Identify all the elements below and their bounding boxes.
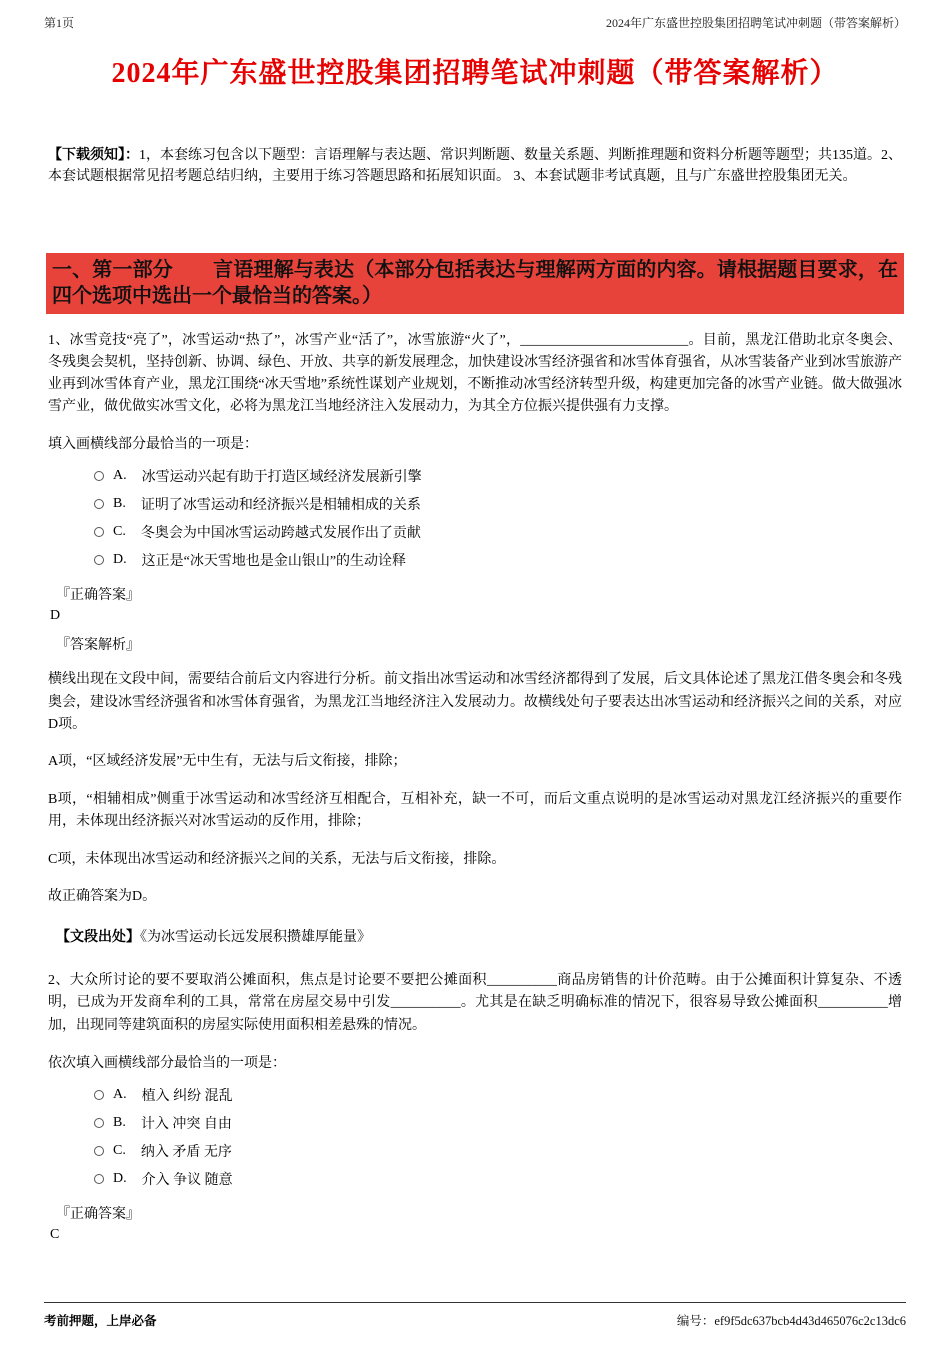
- footer-slogan: 考前押题，上岸必备: [44, 1314, 157, 1328]
- option-row: [94, 518, 902, 546]
- option-label: C.: [113, 1142, 126, 1158]
- option-radio[interactable]: [94, 499, 104, 509]
- page-number: 第1页: [44, 16, 75, 30]
- option-text: 这正是“冰天雪地也是金山银山”的生动诠释: [141, 554, 407, 570]
- analysis-paragraph: C项，未体现出冰雪运动和经济振兴之间的关系，无法与后文衔接，排除。: [48, 851, 506, 867]
- page-footer: [44, 1302, 906, 1329]
- header-doc-title: 2024年广东盛世控股集团招聘笔试冲刺题（带答案解析）: [605, 16, 906, 30]
- option-label: D.: [113, 552, 127, 568]
- correct-answer-label: 『正确答案』: [56, 588, 140, 604]
- question-1-prompt: 填入画横线部分最恰当的一项是：: [48, 437, 258, 453]
- option-label: A.: [113, 468, 127, 484]
- passage-source-label: 【文段出处】: [56, 930, 140, 946]
- option-row: [94, 462, 902, 490]
- option-radio[interactable]: [94, 1146, 104, 1156]
- download-notice-text: 1，本套练习包含以下题型：言语理解与表达题、常识判断题、数量关系题、判断推理题和资料分析题等题型；共135道。2、本套试题根据常见招考题总结归纳，主要用于练习答题思路和拓展知识面。 3、本套试题非考试真题，且与广东盛世控股集团无关。: [48, 148, 902, 184]
- question-2-options: [94, 1081, 902, 1193]
- passage-source: [56, 926, 902, 946]
- analysis-paragraph: B项，“相辅相成”侧重于冰雪运动和冰雪经济互相配合，互相补充，缺一不可，而后文重点说明的是冰雪运动对黑龙江经济振兴的重要作用，未体现出经济振兴对冰雪运动的反作用，排除；: [48, 791, 902, 830]
- correct-answer-value: C: [50, 1226, 60, 1242]
- option-text: 计入 冲突 自由: [140, 1116, 232, 1132]
- analysis-label: 『答案解析』: [56, 638, 140, 654]
- option-radio[interactable]: [94, 1118, 104, 1128]
- download-notice-label: 【下载须知】：: [48, 148, 139, 163]
- question-2-stem: 2、大众所讨论的要不要取消公摊面积，焦点是讨论要不要把公摊面积__________商品房销售的计价范畴。由于公摊面积计算复杂、不透明，已成为开发商牟利的工具，常常在房屋交易中引发__________。尤其是在缺乏明确标准的情况下，很容易导致公摊面积__________增加，出现同等建筑面积的房屋实际使用面积相差悬殊的情况。: [48, 973, 902, 1033]
- correct-answer-label: 『正确答案』: [56, 1206, 140, 1222]
- option-row: [94, 1081, 902, 1109]
- option-text: 冰雪运动兴起有助于打造区域经济发展新引擎: [141, 470, 422, 486]
- correct-answer-value: D: [50, 608, 61, 624]
- download-notice: [48, 145, 902, 187]
- analysis-conclusion: 故正确答案为D。: [48, 888, 157, 904]
- option-text: 介入 争议 随意: [141, 1172, 233, 1188]
- option-radio[interactable]: [94, 471, 104, 481]
- option-row: [94, 490, 902, 518]
- option-radio[interactable]: [94, 527, 104, 537]
- footer-serial-number: 编号：ef9f5dc637bcb4d43d465076c2c13dc6: [676, 1314, 906, 1328]
- option-row: [94, 546, 902, 574]
- option-text: 证明了冰雪运动和经济振兴是相辅相成的关系: [140, 498, 421, 514]
- question-2-prompt: 依次填入画横线部分最恰当的一项是：: [48, 1055, 286, 1071]
- option-row: [94, 1165, 902, 1193]
- option-radio[interactable]: [94, 1090, 104, 1100]
- option-label: B.: [113, 496, 126, 512]
- analysis-paragraph: A项，“区域经济发展”无中生有，无法与后文衔接，排除；: [48, 754, 407, 770]
- option-row: [94, 1109, 902, 1137]
- analysis-paragraph: 横线出现在文段中间，需要结合前后文内容进行分析。前文指出冰雪运动和冰雪经济都得到了发展，后文具体论述了黑龙江借冬奥会和冬残奥会，建设冰雪经济强省和冰雪体育强省，为黑龙江当地经济注入发展动力。故横线处句子要表达出冰雪运动和经济振兴之间的关系，对应D项。: [48, 672, 902, 732]
- option-radio[interactable]: [94, 1174, 104, 1184]
- document-title: 2024年广东盛世控股集团招聘笔试冲刺题（带答案解析）: [111, 58, 839, 89]
- question-1-options: [94, 462, 902, 574]
- question-1-stem: 1、冰雪竞技“亮了”，冰雪运动“热了”，冰雪产业“活了”，冰雪旅游“火了”，________________________。目前，黑龙江借助北京冬奥会、冬残奥会契机，坚持创新、协调、绿色、开放、共享的新发展理念，加快建设冰雪经济强省和冰雪体育强省，从冰雪装备产业到冰雪旅游产业再到冰雪体育产业，黑龙江围绕“冰天雪地”系统性谋划产业规划，不断推动冰雪经济转型升级，构建更加完备的冰雪产业链。做大做强冰雪产业，做优做实冰雪文化，必将为黑龙江当地经济注入发展动力，为其全方位振兴提供强有力支撑。: [48, 332, 902, 415]
- passage-source-text: 《为冰雪运动长远发展积攒雄厚能量》: [140, 930, 371, 946]
- option-text: 冬奥会为中国冰雪运动跨越式发展作出了贡献: [140, 526, 421, 542]
- option-row: [94, 1137, 902, 1165]
- page-header: [0, 0, 950, 31]
- option-text: 植入 纠纷 混乱: [141, 1088, 233, 1104]
- option-label: C.: [113, 524, 126, 540]
- option-label: B.: [113, 1114, 126, 1130]
- option-label: D.: [113, 1170, 127, 1186]
- option-radio[interactable]: [94, 555, 104, 565]
- option-text: 纳入 矛盾 无序: [140, 1144, 232, 1160]
- option-label: A.: [113, 1086, 127, 1102]
- section-heading: 一、第一部分 言语理解与表达（本部分包括表达与理解两方面的内容。请根据题目要求，在四个选项中选出一个最恰当的答案。）: [46, 253, 904, 314]
